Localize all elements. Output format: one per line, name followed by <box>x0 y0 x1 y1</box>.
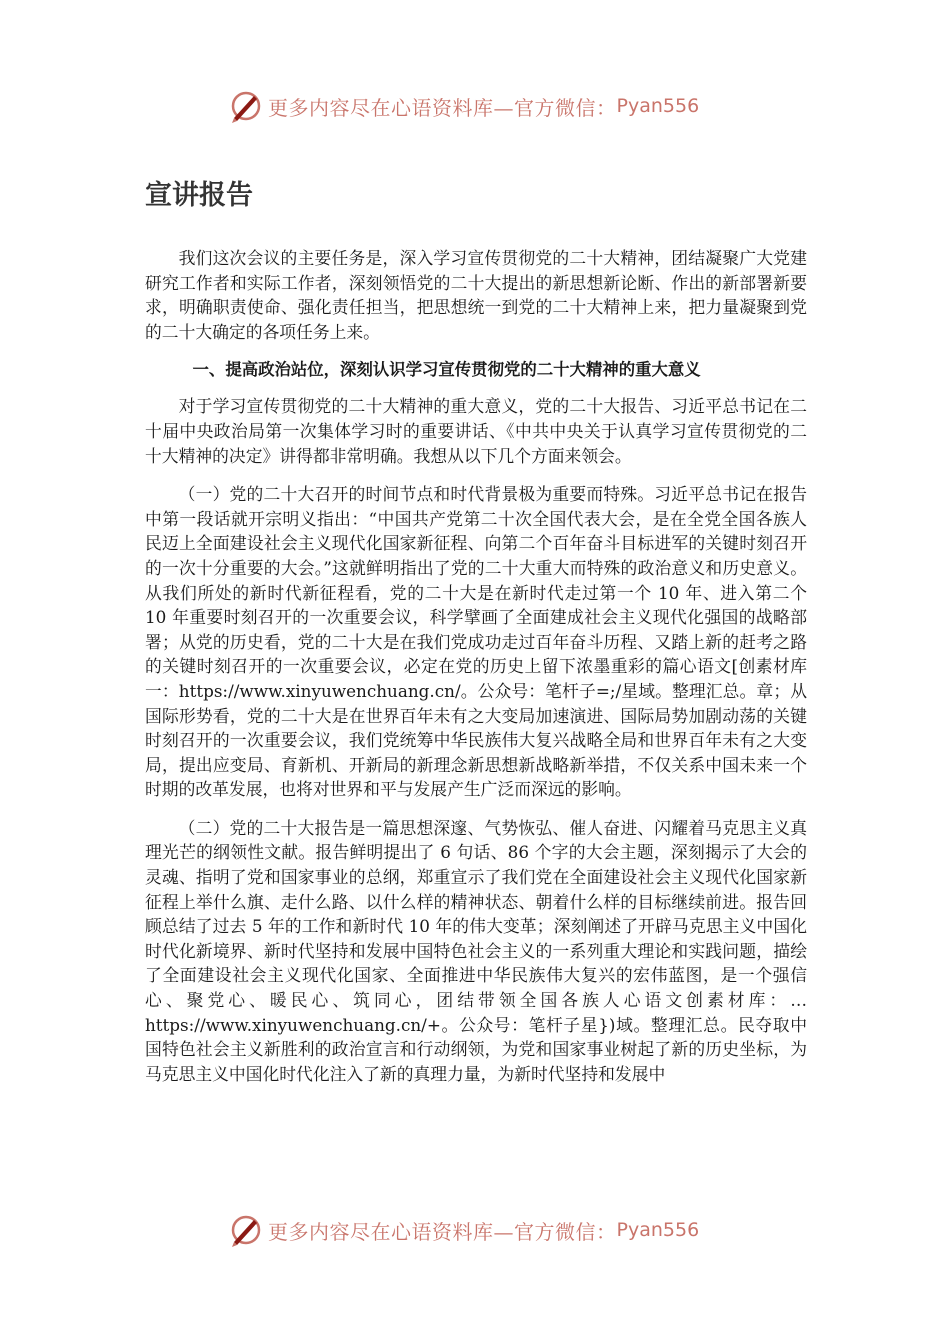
footer-slogan: 更多内容尽在心语资料库—官方微信： <box>268 1219 617 1244</box>
point-one-paragraph: （一）党的二十大召开的时间节点和时代背景极为重要而特殊。习近平总书记在报告中第一段话就开宗明义指出：“中国共产党第二十次全国代表大会，是在全党全国各族人民迈上全面建设社会主义现代化国家新征程、向第二个百年奋斗目标进军的关键时刻召开的一次十分重要的大会。”这就鲜明指出了党的二十大重大而特殊的政治意义和历史意义。从我们所处的新时代新征程看，党的二十大是在新时代走过第一个 10 年、进入第二个 10 年重要时刻召开的一次重要会议，科学擘画了全面建成社会主义现代化强国的战略部署；从党的历史看，党的二十大是在我们党成功走过百年奋斗历程、又踏上新的赶考之路的关键时刻召开的一次重要会议，必定在党的历史上留下浓墨重彩的篇心语文[创素材库一：https://www.xinyuwenchuang.cn/。公众号：笔杆子=;/星域。整理汇总。章；从国际形势看，党的二十大是在世界百年未有之大变局加速演进、国际局势加剧动荡的关键时刻召开的一次重要会议，我们党统筹中华民族伟大复兴战略全局和世界百年未有之大变局，提出应变局、育新机、开新局的新理念新思想新战略新举措，不仅关系中国未来一个时期的改革发展，也将对世界和平与发展产生广泛而深远的影响。 <box>145 484 807 800</box>
point-two-paragraph: （二）党的二十大报告是一篇思想深邃、气势恢弘、催人奋进、闪耀着马克思主义真理光芒的纲领性文献。报告鲜明提出了 6 句话、86 个字的大会主题，深刻揭示了大会的灵魂、指明了党和国家事业的总纲，郑重宣示了我们党在全面建设社会主义现代化国家新征程上举什么旗、走什么路、以什么样的精神状态、朝着什么样的目标继续前进。报告回顾总结了过去 5 年的工作和新时代 10 年的伟大变革；深刻阐述了开辟马克思主义中国化时代化新境界、新时代坚持和发展中国特色社会主义的一系列重大理论和实践问题，描绘了全面建设社会主义现代化国家、全面推进中华民族伟大复兴的宏伟蓝图，是一个强信心、聚党心、暖民心、筑同心，团结带领全国各族人心语文创素材库：…https://www.xinyuwenchuang.cn/+。公众号：笔杆子星})域。整理汇总。民夺取中国特色社会主义新胜利的政治宣言和行动纲领，为党和国家事业树起了新的历史坐标，为马克思主义中国化时代化注入了新的真理力量，为新时代坚持和发展中 <box>145 817 807 1084</box>
header-banner <box>228 86 699 126</box>
pen-logo-icon <box>228 1212 264 1248</box>
document-title: 宣讲报告 <box>145 180 253 211</box>
section-intro-paragraph: 对于学习宣传贯彻党的二十大精神的重大意义，党的二十大报告、习近平总书记在二十届中央政治局第一次集体学习时的重要讲话、《中共中央关于认真学习宣传贯彻党的二十大精神的决定》讲得都非常明确。我想从以下几个方面来领会。 <box>145 396 807 466</box>
intro-paragraph: 我们这次会议的主要任务是，深入学习宣传贯彻党的二十大精神，团结凝聚广大党建研究工作者和实际工作者，深刻领悟党的二十大提出的新思想新论断、作出的新部署新要求，明确职责使命、强化责任担当，把思想统一到党的二十大精神上来，把力量凝聚到党的二十大确定的各项任务上来。 <box>145 248 807 342</box>
pen-logo-icon <box>228 88 264 124</box>
footer-wechat-id: Pyan556 <box>616 1219 700 1241</box>
banner-slogan: 更多内容尽在心语资料库—官方微信： <box>268 95 617 120</box>
section-heading: 一、提高政治站位，深刻认识学习宣传贯彻党的二十大精神的重大意义 <box>192 360 701 380</box>
footer-banner <box>228 1210 699 1250</box>
document-body <box>145 176 807 1100</box>
banner-wechat-id: Pyan556 <box>616 95 700 117</box>
